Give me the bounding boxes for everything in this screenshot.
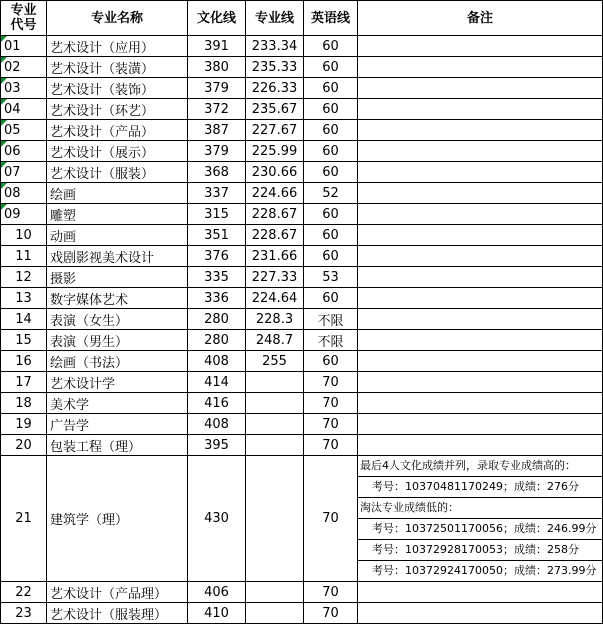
cell-code: 09 [1,204,47,225]
cell-culture: 376 [188,246,246,267]
table-row [1,456,603,582]
cell-culture: 280 [188,330,246,351]
cell-major: 230.66 [246,162,304,183]
cell-remark [358,351,603,372]
cell-major: 235.67 [246,99,304,120]
table-row [1,204,603,225]
cell-culture: 379 [188,141,246,162]
cell-english: 52 [304,183,358,204]
table-row [1,435,603,456]
table-row [1,414,603,435]
table-row [1,372,603,393]
cell-name: 建筑学（理） [47,456,188,582]
table-row [1,246,603,267]
header-english: 英语线 [304,1,358,36]
cell-name: 艺术设计（产品） [47,120,188,141]
cell-english: 60 [304,351,358,372]
cell-code: 18 [1,393,47,414]
cell-major: 233.34 [246,36,304,57]
cell-name: 表演（女生） [47,309,188,330]
cell-name: 广告学 [47,414,188,435]
cell-english: 60 [304,162,358,183]
cell-remark [358,183,603,204]
cell-code: 10 [1,225,47,246]
cell-name: 艺术设计（应用） [47,36,188,57]
cell-english: 60 [304,204,358,225]
cell-english: 70 [304,582,358,603]
remark-line: 考号：10372924170050；成绩：273.99分 [372,564,597,577]
header-code: 专业代号 [1,1,47,36]
cell-english: 60 [304,57,358,78]
cell-major: 227.33 [246,267,304,288]
cell-major: 225.99 [246,141,304,162]
cell-english: 70 [304,435,358,456]
cell-name: 美术学 [47,393,188,414]
cell-remark [358,330,603,351]
cell-name: 艺术设计（服装） [47,162,188,183]
table-row [1,582,603,603]
header-row [1,1,603,36]
cell-major [246,393,304,414]
cell-name: 数字媒体艺术 [47,288,188,309]
cell-english: 60 [304,120,358,141]
cell-english: 60 [304,288,358,309]
table-row [1,120,603,141]
cell-culture: 337 [188,183,246,204]
cell-major: 226.33 [246,78,304,99]
cell-code: 04 [1,99,47,120]
cell-major [246,372,304,393]
cell-remark [358,99,603,120]
remark-line: 最后4人文化成绩并列，录取专业成绩高的： [358,456,602,477]
cell-code: 13 [1,288,47,309]
cell-name: 摄影 [47,267,188,288]
cell-major: 228.67 [246,225,304,246]
cell-remark [358,225,603,246]
cell-remark [358,267,603,288]
cell-english: 60 [304,141,358,162]
cell-remark [358,393,603,414]
cell-english: 60 [304,78,358,99]
table-row [1,162,603,183]
cell-remark [358,141,603,162]
cell-name: 绘画（书法） [47,351,188,372]
cell-name: 艺术设计（装潢） [47,57,188,78]
cell-remark [358,57,603,78]
cell-code: 14 [1,309,47,330]
cell-english: 60 [304,246,358,267]
cell-culture: 395 [188,435,246,456]
cell-major: 227.67 [246,120,304,141]
table-row [1,183,603,204]
header-remark: 备注 [358,1,603,36]
cell-name: 艺术设计（展示） [47,141,188,162]
cell-code: 06 [1,141,47,162]
cell-code: 05 [1,120,47,141]
table-row [1,603,603,624]
cell-name: 艺术设计（装饰） [47,78,188,99]
remark-line: 淘汰专业成绩低的： [358,498,602,519]
header-major: 专业线 [246,1,304,36]
cell-code: 02 [1,57,47,78]
cell-major: 224.66 [246,183,304,204]
cell-major [246,582,304,603]
cell-name: 动画 [47,225,188,246]
cell-remark-note [358,456,603,582]
remark-line: 考号：10372501170056；成绩：246.99分 [358,519,602,540]
remark-line: 考号：10372928170053；成绩：258分 [358,540,602,561]
cell-culture: 408 [188,414,246,435]
cell-culture: 380 [188,57,246,78]
table-row [1,309,603,330]
cell-culture: 336 [188,288,246,309]
table-row [1,393,603,414]
cell-remark [358,120,603,141]
cell-code: 15 [1,330,47,351]
cell-remark [358,372,603,393]
cell-english: 53 [304,267,358,288]
cell-remark [358,162,603,183]
cell-culture: 351 [188,225,246,246]
cell-english: 60 [304,99,358,120]
cell-name: 艺术设计（服装理） [47,603,188,624]
cell-english: 70 [304,393,358,414]
cell-code: 23 [1,603,47,624]
table-row [1,57,603,78]
cell-remark [358,246,603,267]
cell-major: 228.3 [246,309,304,330]
cell-culture: 430 [188,456,246,582]
cell-culture: 406 [188,582,246,603]
cell-remark [358,78,603,99]
cell-name: 艺术设计（环艺） [47,99,188,120]
cell-name: 艺术设计学 [47,372,188,393]
cell-culture: 391 [188,36,246,57]
cell-culture: 379 [188,78,246,99]
cell-name: 绘画 [47,183,188,204]
cell-major: 235.33 [246,57,304,78]
header-culture: 文化线 [188,1,246,36]
cell-code: 11 [1,246,47,267]
cell-remark [358,204,603,225]
cell-culture: 408 [188,351,246,372]
cell-remark [358,603,603,624]
cell-remark [358,288,603,309]
cell-name: 艺术设计（产品理） [47,582,188,603]
cell-name: 戏剧影视美术设计 [47,246,188,267]
cell-english: 60 [304,36,358,57]
cell-english: 70 [304,603,358,624]
cell-major: 255 [246,351,304,372]
cell-code: 12 [1,267,47,288]
cell-major [246,603,304,624]
table-row [1,351,603,372]
cell-name: 雕塑 [47,204,188,225]
cell-culture: 414 [188,372,246,393]
cell-code: 01 [1,36,47,57]
table-row [1,225,603,246]
cell-english: 70 [304,372,358,393]
cell-culture: 280 [188,309,246,330]
cell-remark [358,36,603,57]
cell-major [246,414,304,435]
cell-remark [358,414,603,435]
cell-code: 19 [1,414,47,435]
cell-major: 224.64 [246,288,304,309]
cell-code: 08 [1,183,47,204]
cell-name: 表演（男生） [47,330,188,351]
cell-major: 231.66 [246,246,304,267]
table-row [1,141,603,162]
cell-culture: 315 [188,204,246,225]
cell-culture: 335 [188,267,246,288]
cell-english: 70 [304,456,358,582]
cell-english: 60 [304,225,358,246]
cell-code: 22 [1,582,47,603]
table-row [1,36,603,57]
cell-culture: 416 [188,393,246,414]
cell-name: 包装工程（理） [47,435,188,456]
cell-english: 70 [304,414,358,435]
table-row [1,267,603,288]
cell-major: 228.67 [246,204,304,225]
cell-code: 20 [1,435,47,456]
cell-code: 17 [1,372,47,393]
cell-remark [358,309,603,330]
cell-major: 248.7 [246,330,304,351]
cell-major [246,435,304,456]
cell-remark [358,582,603,603]
cell-english: 不限 [304,330,358,351]
table-row [1,330,603,351]
table-row [1,99,603,120]
cell-remark [358,435,603,456]
cell-code: 21 [1,456,47,582]
table-row [1,288,603,309]
cell-code: 07 [1,162,47,183]
cell-code: 16 [1,351,47,372]
table-row [1,78,603,99]
remark-line: 考号：10370481170249；成绩：276分 [358,477,602,498]
cell-culture: 372 [188,99,246,120]
cell-code: 03 [1,78,47,99]
cell-culture: 387 [188,120,246,141]
cell-culture: 368 [188,162,246,183]
cell-major [246,456,304,582]
cell-culture: 410 [188,603,246,624]
cell-english: 不限 [304,309,358,330]
header-name: 专业名称 [47,1,188,36]
